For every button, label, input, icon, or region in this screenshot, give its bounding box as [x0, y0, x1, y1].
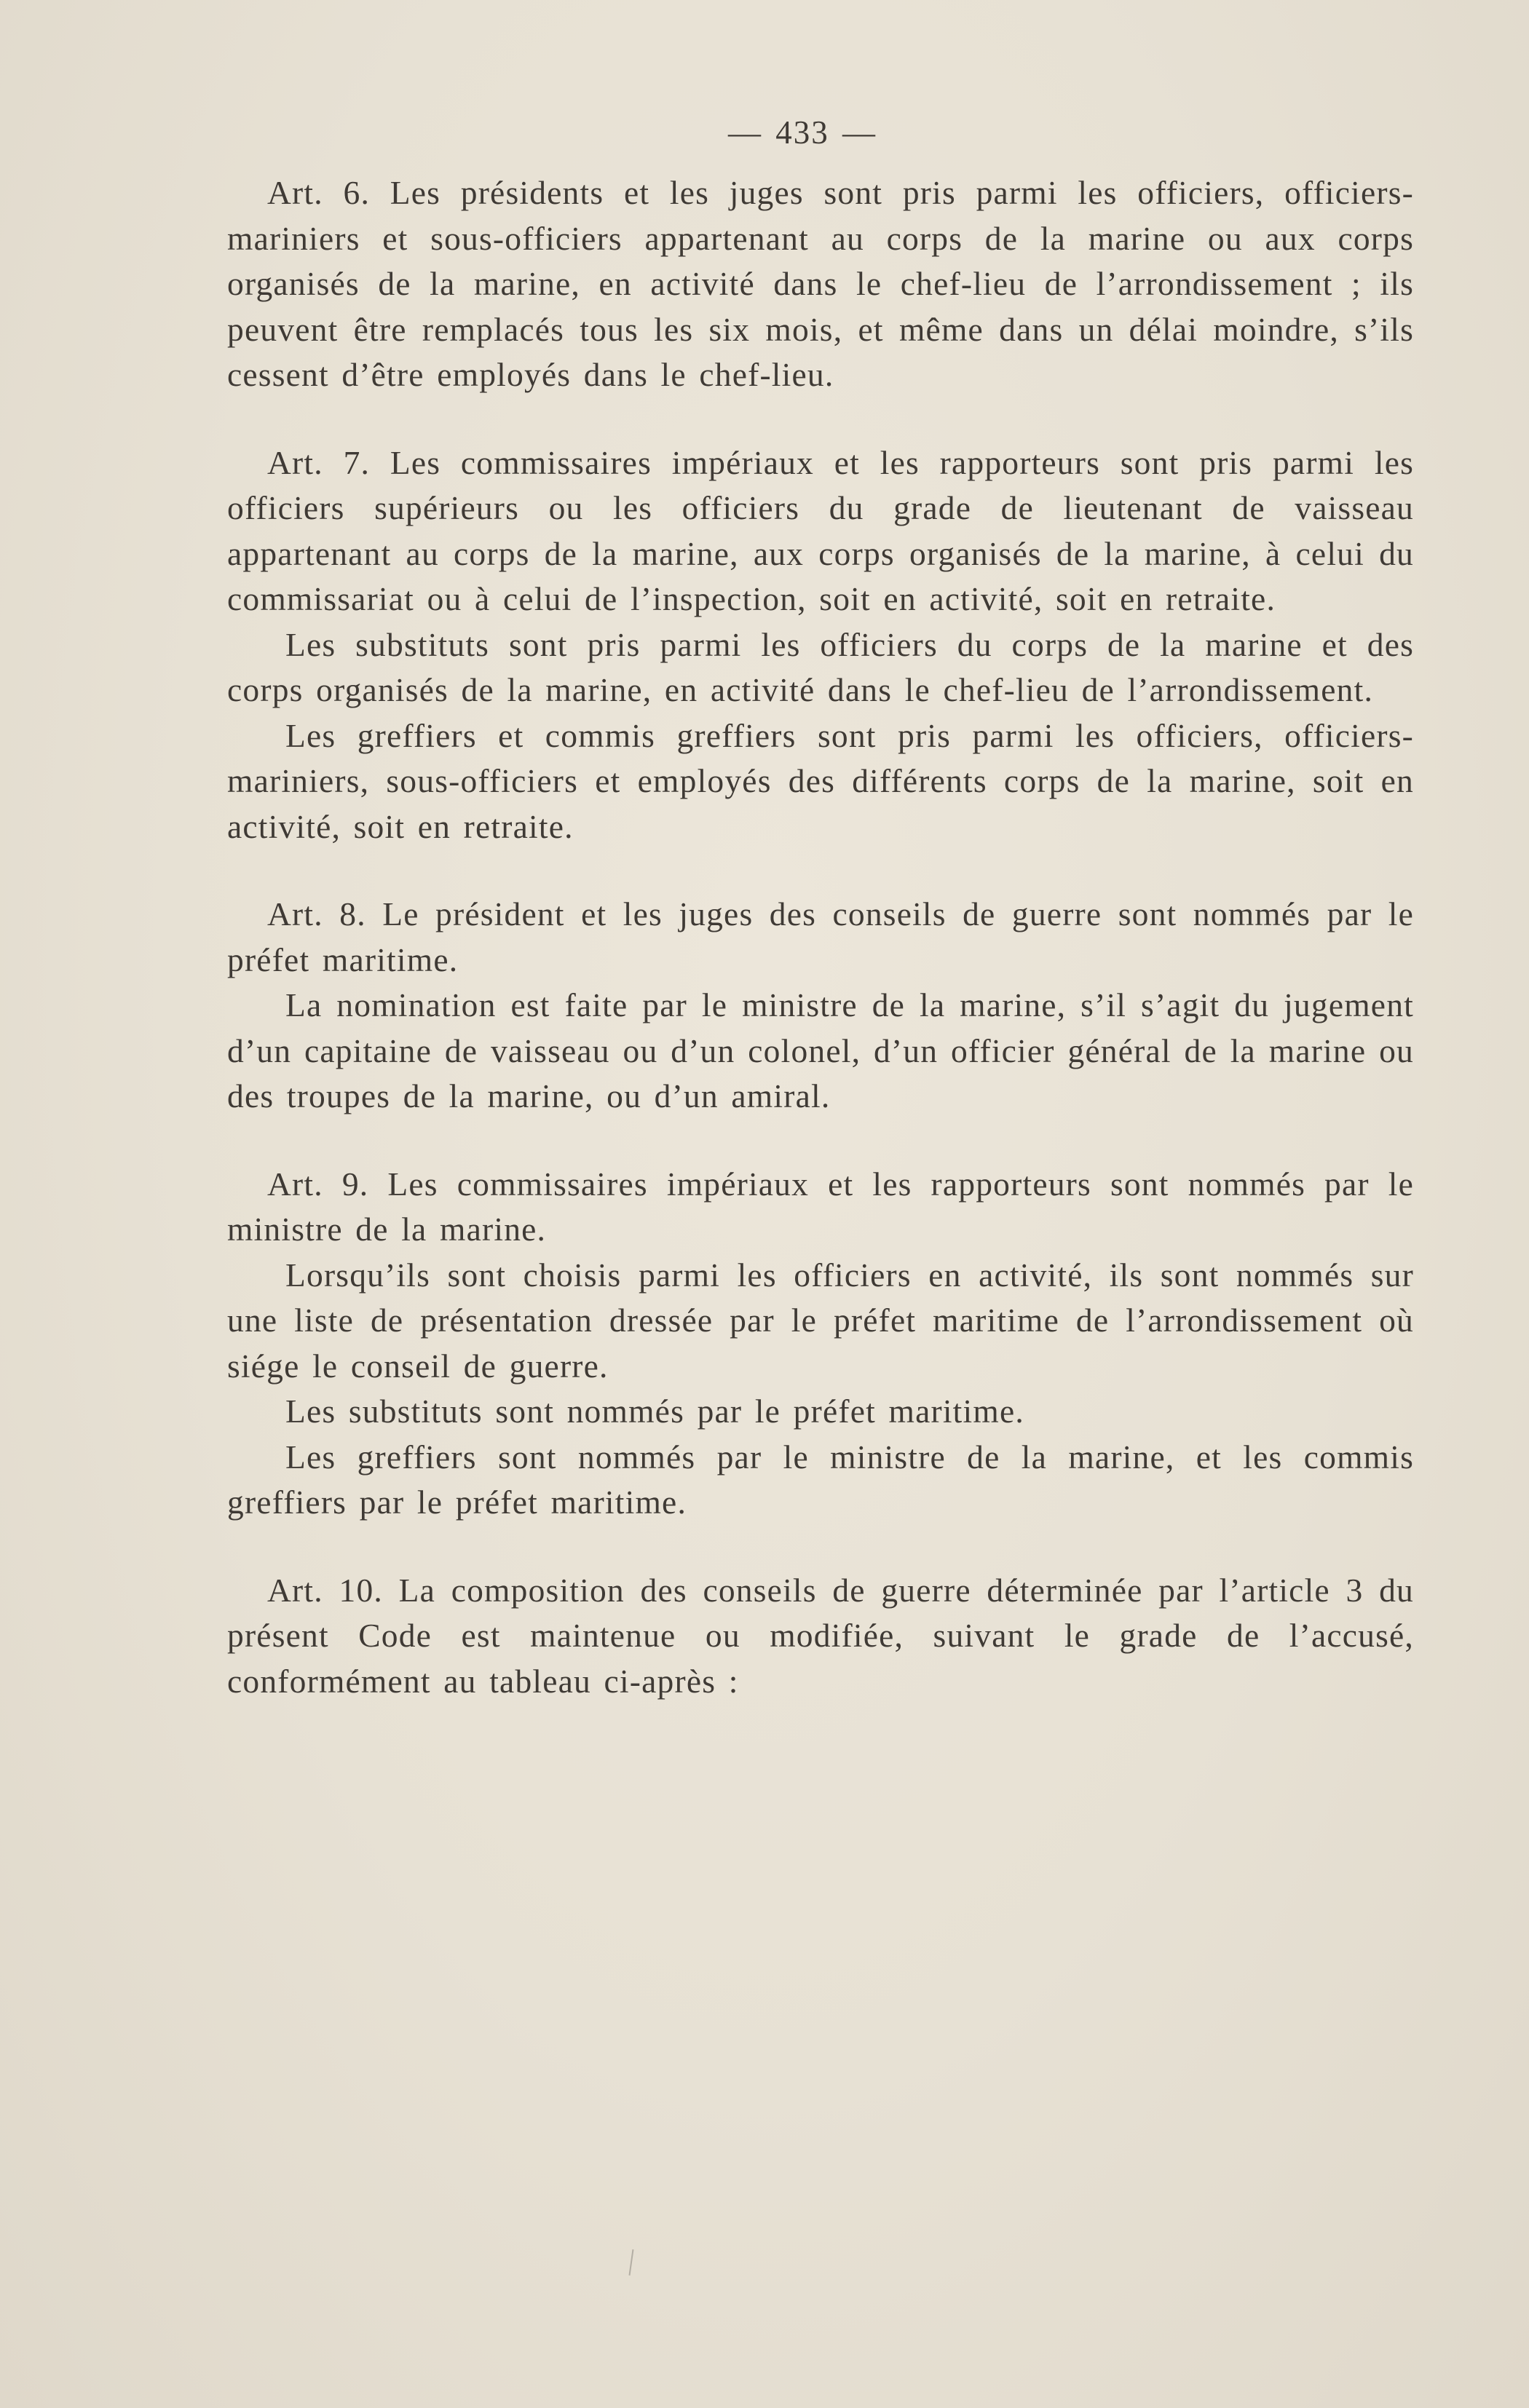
article-6-paragraph: Art. 6. Les présidents et les juges sont pris parmi les officiers, officiers-mariniers et sous-officiers appartenant au corps de la marine ou aux corps organisés de la marine, en activité dans le chef-lieu de l’arrondissement ; ils peuvent être remplacés tous les six mois, et même dans un délai moindre, s’ils cessent d’être employés dans le chef-lieu. — [227, 174, 1414, 393]
article-9-paragraph-3: Les substituts sont nommés par le préfet maritime. — [285, 1393, 1024, 1430]
article-6 — [227, 170, 1414, 398]
article-9 — [227, 1162, 1414, 1526]
article-7-paragraph-3: Les greffiers et commis greffiers sont pris parmi les officiers, officiers-mariniers, sous-officiers et employés des différents corps de la marine, soit en activité, soit en retraite. — [227, 716, 1414, 845]
page-number: — 433 — — [728, 114, 877, 151]
paper-speck — [629, 2249, 634, 2276]
article-8-paragraph-2: La nomination est faite par le ministre de la marine, s’il s’agit du jugement d’un capitaine de vaisseau ou d’un colonel, d’un officier général de la marine ou des troupes de la marine, ou d’un amiral. — [227, 986, 1414, 1114]
page-text — [227, 109, 1414, 1746]
article-7-paragraph-2: Les substituts sont pris parmi les officiers du corps de la marine et des corps organisés de la marine, en activité dans le chef-lieu de l’arrondissement. — [227, 625, 1414, 708]
article-8 — [227, 892, 1414, 1120]
article-7 — [227, 440, 1414, 850]
article-9-paragraph-1: Art. 9. Les commissaires impériaux et les rapporteurs sont nommés par le ministre de la marine. — [227, 1165, 1414, 1248]
article-10 — [227, 1568, 1414, 1705]
article-9-paragraph-4: Les greffiers sont nommés par le ministre de la marine, et les commis greffiers par le préfet maritime. — [227, 1438, 1414, 1521]
article-7-paragraph-1: Art. 7. Les commissaires impériaux et les rapporteurs sont pris parmi les officiers supérieurs ou les officiers du grade de lieutenant de vaisseau appartenant au corps de la marine, aux corps organisés de la marine, à celui du commissariat ou à celui de l’inspection, soit en activité, soit en retraite. — [227, 443, 1414, 617]
article-8-paragraph-1: Art. 8. Le président et les juges des conseils de guerre sont nommés par le préfet maritime. — [227, 895, 1414, 978]
article-9-paragraph-2: Lorsqu’ils sont choisis parmi les officiers en activité, ils sont nommés sur une liste de présentation dressée par le préfet maritime de l’arrondissement où siége le conseil de guerre. — [227, 1256, 1414, 1385]
article-10-paragraph: Art. 10. La composition des conseils de guerre déterminée par l’article 3 du présent Code est maintenue ou modifiée, suivant le grade de l’accusé, conformément au tableau ci-après : — [227, 1571, 1414, 1700]
